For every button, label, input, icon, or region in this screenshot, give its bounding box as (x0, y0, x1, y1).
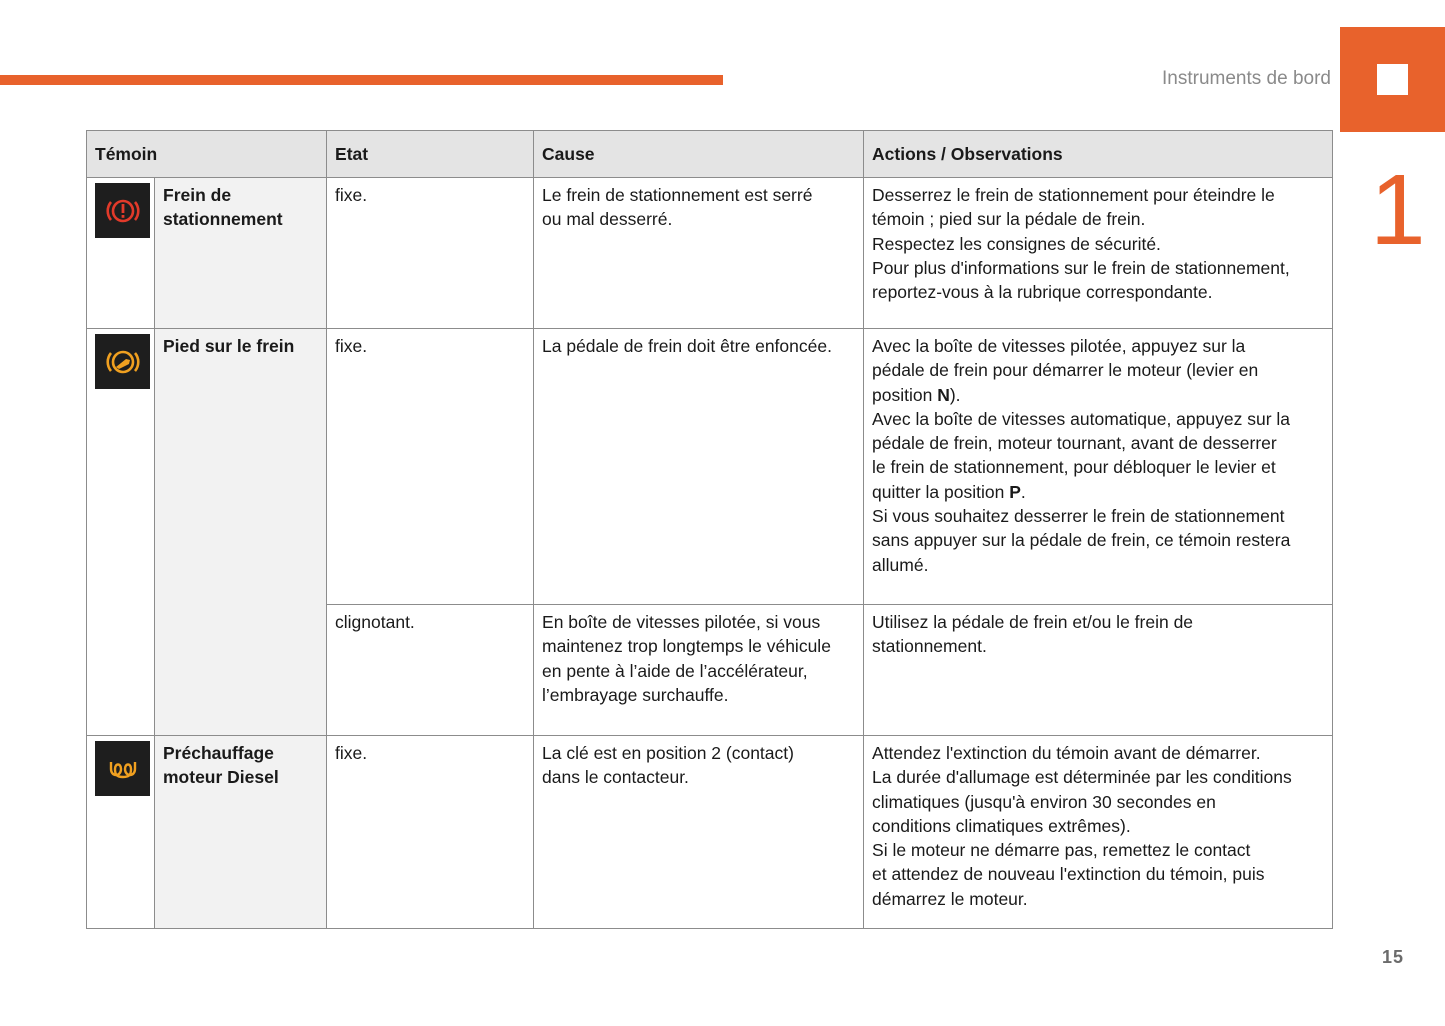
icon-cell (87, 178, 155, 329)
icon-cell (87, 329, 155, 736)
etat-cell: clignotant. (327, 605, 534, 736)
actions-line: stationnement. (872, 636, 987, 657)
actions-line: reportez-vous à la rubrique correspondante. (872, 282, 1213, 303)
header-temoin: Témoin (87, 131, 327, 178)
actions-line: sans appuyer sur la pédale de frein, ce témoin restera (872, 530, 1291, 551)
actions-line: conditions climatiques extrêmes). (872, 815, 1131, 836)
etat-cell: fixe. (327, 329, 534, 605)
actions-text: ). (949, 384, 961, 405)
header-actions: Actions / Observations (864, 131, 1333, 178)
header-cause: Cause (534, 131, 864, 178)
chapter-tab-square (1377, 64, 1408, 95)
row-name-line: Préchauffage (163, 743, 274, 763)
actions-line: et attendez de nouveau l'extinction du témoin, puis (872, 864, 1265, 885)
table-row (87, 329, 1333, 605)
etat-cell: fixe. (327, 736, 534, 929)
table-row (87, 736, 1333, 929)
row-name-line: Frein de (163, 185, 232, 205)
cause-line: En boîte de vitesses pilotée, si vous (542, 612, 821, 632)
parking-brake-icon (95, 183, 150, 238)
glow-plug-icon (95, 741, 150, 796)
cause-line: l’embrayage surchauffe. (542, 684, 729, 705)
cause-line: en pente à l’aide de l’accélérateur, (542, 660, 808, 681)
gear-position-p: P (1009, 481, 1021, 502)
cause-cell (534, 736, 864, 929)
table-row (87, 178, 1333, 329)
header-accent-bar (0, 75, 723, 85)
actions-line (872, 383, 1324, 407)
etat-cell: fixe. (327, 178, 534, 329)
row-name-line: moteur Diesel (163, 767, 279, 788)
page-number: 15 (1382, 947, 1405, 967)
cause-cell: La pédale de frein doit être enfoncée. (534, 329, 864, 605)
cause-line: ou mal desserré. (542, 209, 673, 230)
cause-line: La clé est en position 2 (contact) (542, 743, 794, 763)
cause-line: dans le contacteur. (542, 767, 689, 788)
actions-line: Desserrez le frein de stationnement pour éteindre le (872, 185, 1275, 205)
actions-line: allumé. (872, 554, 929, 575)
foot-on-brake-icon (95, 334, 150, 389)
actions-cell (864, 329, 1333, 605)
actions-text: position (872, 384, 938, 405)
actions-line: Utilisez la pédale de frein et/ou le frein de (872, 612, 1194, 632)
actions-line: Si le moteur ne démarre pas, remettez le contact (872, 840, 1251, 861)
actions-line: Respectez les consignes de sécurité. (872, 233, 1161, 254)
actions-text: quitter la position (872, 481, 1010, 502)
row-name-cell: Pied sur le frein (155, 329, 327, 736)
row-name-line: stationnement (163, 209, 283, 230)
row-name-cell (155, 178, 327, 329)
actions-line: climatiques (jusqu'à environ 30 secondes en (872, 791, 1216, 812)
chapter-tab (1340, 27, 1445, 132)
actions-line: Si vous souhaitez desserrer le frein de stationnement (872, 506, 1285, 527)
cause-line: Le frein de stationnement est serré (542, 185, 813, 205)
header-etat: Etat (327, 131, 534, 178)
actions-cell (864, 178, 1333, 329)
cause-line: maintenez trop longtemps le véhicule (542, 636, 831, 657)
actions-line: Avec la boîte de vitesses pilotée, appuyez sur la (872, 336, 1246, 356)
actions-line: Attendez l'extinction du témoin avant de démarrer. (872, 743, 1261, 763)
cause-cell (534, 605, 864, 736)
warning-lights-table (86, 130, 1333, 929)
actions-line: pédale de frein pour démarrer le moteur (levier en (872, 360, 1259, 381)
actions-line: démarrez le moteur. (872, 888, 1028, 909)
actions-line: Avec la boîte de vitesses automatique, appuyez sur la (872, 408, 1290, 429)
actions-line: Pour plus d'informations sur le frein de stationnement, (872, 257, 1290, 278)
gear-position-n: N (937, 384, 950, 405)
row-name-cell (155, 736, 327, 929)
cause-cell (534, 178, 864, 329)
chapter-number: 1 (1370, 154, 1426, 266)
actions-line: le frein de stationnement, pour débloquer le levier et (872, 457, 1276, 478)
section-title: Instruments de bord (1162, 68, 1331, 89)
actions-text: . (1020, 481, 1026, 502)
actions-line: La durée d'allumage est déterminée par les conditions (872, 767, 1292, 788)
actions-line (872, 480, 1324, 504)
actions-cell (864, 605, 1333, 736)
actions-line: témoin ; pied sur la pédale de frein. (872, 209, 1146, 230)
actions-line: pédale de frein, moteur tournant, avant de desserrer (872, 433, 1277, 454)
table-header-row (87, 131, 1333, 178)
actions-cell (864, 736, 1333, 929)
icon-cell (87, 736, 155, 929)
